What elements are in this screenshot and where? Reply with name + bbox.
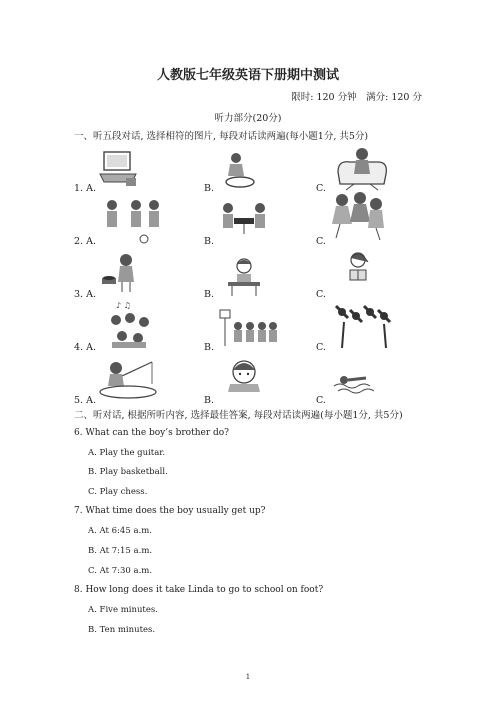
children-exercising-icon bbox=[334, 302, 394, 352]
question-7-option-c: C. At 7:30 a.m. bbox=[88, 566, 153, 576]
part-one-instructions: 一、听五段对话, 选择相符的图片, 每段对话读两遍(每小题1分, 共5分) bbox=[74, 131, 369, 142]
question-6-option-b: B. Play basketball. bbox=[88, 467, 168, 477]
q2-label-b: B. bbox=[204, 236, 215, 247]
question-6-option-c: C. Play chess. bbox=[88, 487, 148, 497]
three-children-ball-icon bbox=[102, 197, 162, 245]
question-8-option-b: B. Ten minutes. bbox=[88, 625, 156, 635]
page-title: 人教版七年级英语下册期中测试 bbox=[156, 68, 339, 83]
question-7-option-a: A. At 6:45 a.m. bbox=[88, 526, 152, 536]
girl-reading-icon bbox=[342, 250, 376, 290]
two-children-chess-icon bbox=[220, 200, 268, 236]
girl-with-record-player-icon bbox=[100, 252, 140, 294]
exam-meta: 限时: 120 分钟 满分: 120 分 bbox=[291, 92, 422, 103]
q1-label-b: B. bbox=[204, 183, 215, 194]
question-8-option-a: A. Five minutes. bbox=[88, 605, 158, 615]
q4-label-a: 4. A. bbox=[74, 342, 96, 353]
svg-text:♪ ♫: ♪ ♫ bbox=[116, 301, 131, 310]
children-group-music-icon bbox=[102, 300, 156, 352]
question-8: 8. How long does it take Linda to go to school on foot? bbox=[74, 585, 324, 595]
q1-label-c: C. bbox=[316, 183, 326, 194]
q5-label-a: 5. A. bbox=[74, 395, 96, 406]
children-dancing-icon bbox=[330, 190, 386, 242]
question-7-option-b: B. At 7:15 a.m. bbox=[88, 546, 153, 556]
person-swimming-icon bbox=[332, 370, 376, 394]
part-two-instructions: 二、听对话, 根据所听内容, 选择最佳答案, 每段对话读两遍(每小题1分, 共5分) bbox=[74, 410, 403, 421]
q4-label-c: C. bbox=[316, 342, 326, 353]
boy-fishing-icon bbox=[98, 358, 158, 400]
q5-label-b: B. bbox=[204, 395, 215, 406]
q4-label-b: B. bbox=[204, 342, 215, 353]
q2-label-a: 2. A. bbox=[74, 236, 96, 247]
laptop-computer-icon bbox=[98, 148, 140, 190]
girl-at-desk-icon bbox=[226, 256, 262, 296]
section-heading: 听力部分(20分) bbox=[214, 113, 282, 124]
q5-label-c: C. bbox=[316, 395, 326, 406]
q3-label-c: C. bbox=[316, 289, 326, 300]
question-6-option-a: A. Play the guitar. bbox=[88, 448, 166, 458]
q2-label-c: C. bbox=[316, 236, 326, 247]
children-basketball-icon bbox=[218, 308, 278, 348]
child-washing-icon bbox=[222, 150, 256, 190]
q3-label-a: 3. A. bbox=[74, 289, 96, 300]
q3-label-b: B. bbox=[204, 289, 215, 300]
question-6: 6. What can the boy’s brother do? bbox=[74, 428, 229, 438]
girl-thinking-icon bbox=[224, 358, 264, 394]
page-number: 1 bbox=[245, 673, 251, 681]
q1-label-a: 1. A. bbox=[74, 183, 96, 194]
question-7: 7. What time does the boy usually get up? bbox=[74, 506, 266, 516]
child-on-sofa-icon bbox=[334, 142, 390, 192]
